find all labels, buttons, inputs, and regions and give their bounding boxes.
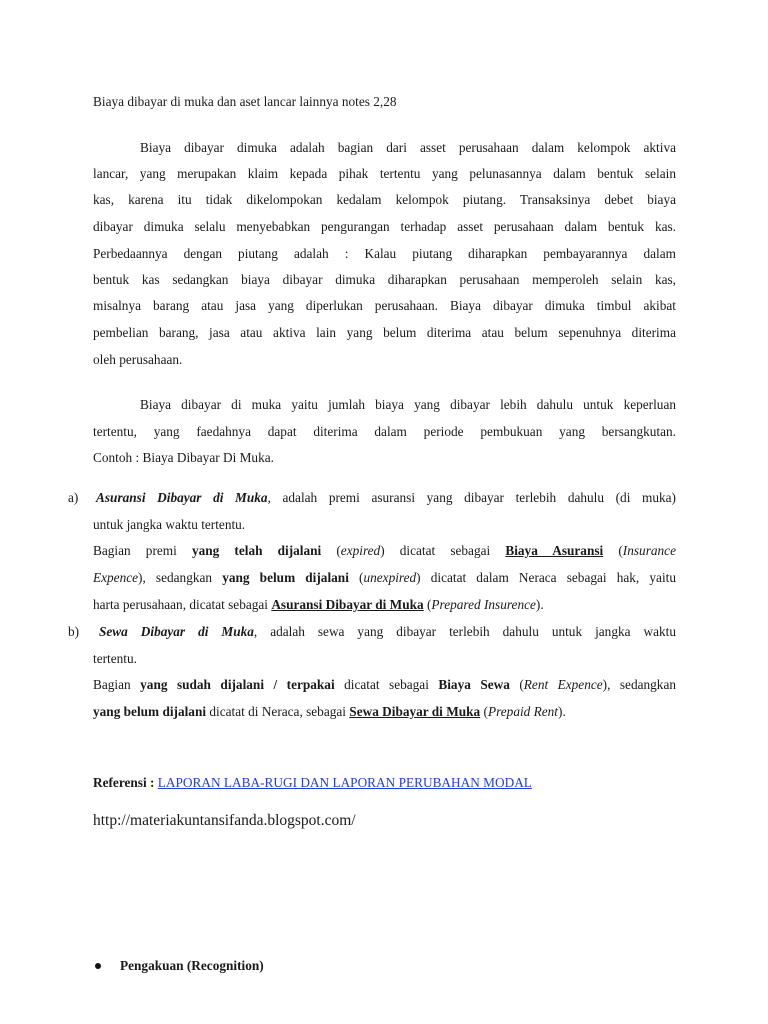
bullet-heading: Pengakuan (Recognition)	[120, 958, 264, 973]
paragraph-line: tertentu, yang faedahnya dapat diterima dalam periode pembukuan yang bersangkutan.	[93, 424, 676, 439]
paragraph-line: Biaya dibayar dimuka adalah bagian dari asset perusahaan dalam kelompok aktiva	[140, 140, 676, 155]
paragraph-line: Biaya dibayar di muka yaitu jumlah biaya yang dibayar lebih dahulu untuk keperluan	[140, 397, 676, 412]
reference-link[interactable]: LAPORAN LABA-RUGI DAN LAPORAN PERUBAHAN MODAL	[157, 775, 532, 790]
paragraph-line: bentuk kas sedangkan biaya dibayar dimuka diharapkan perusahaan memperoleh selain kas,	[93, 272, 676, 287]
list-item-line: tertentu.	[93, 651, 137, 666]
list-item-line: Bagian yang sudah dijalani / terpakai dicatat sebagai Biaya Sewa (Rent Expence), sedangkan	[93, 677, 676, 692]
list-item-line: yang belum dijalani dicatat di Neraca, sebagai Sewa Dibayar di Muka (Prepaid Rent).	[93, 704, 566, 719]
list-marker: b)	[68, 624, 80, 639]
reference-line	[93, 775, 532, 791]
paragraph-line: dibayar dimuka selalu menyebabkan pengurangan terhadap asset perusahaan dalam bentuk kas.	[93, 219, 676, 234]
reference-url: http://materiakuntansifanda.blogspot.com/	[93, 812, 356, 829]
term-sewa: Sewa Dibayar di Muka	[99, 624, 254, 639]
paragraph-line: oleh perusahaan.	[93, 352, 183, 367]
list-item-line: harta perusahaan, dicatat sebagai Asuransi Dibayar di Muka (Prepared Insurence).	[93, 597, 544, 612]
list-item-line: Sewa Dibayar di Muka, adalah sewa yang dibayar terlebih dahulu untuk jangka waktu	[99, 624, 676, 639]
term-asuransi: Asuransi Dibayar di Muka	[96, 490, 268, 505]
paragraph-line: pembelian barang, jasa atau aktiva lain yang belum diterima atau belum sepenuhnya diterima	[93, 325, 676, 340]
reference-label: Referensi :	[93, 775, 155, 790]
list-item-line: Asuransi Dibayar di Muka, adalah premi asuransi yang dibayar terlebih dahulu (di muka)	[96, 490, 676, 505]
paragraph-line: Perbedaannya dengan piutang adalah : Kalau piutang diharapkan pembayarannya dalam	[93, 246, 676, 261]
list-marker: a)	[68, 490, 79, 505]
list-item-line: untuk jangka waktu tertentu.	[93, 517, 246, 532]
list-item-line: Bagian premi yang telah dijalani (expired) dicatat sebagai Biaya Asuransi (Insurance	[93, 543, 676, 558]
paragraph-line: kas, karena itu tidak dikelompokan kedalam kelompok piutang. Transaksinya debet biaya	[93, 192, 676, 207]
paragraph-line: misalnya barang atau jasa yang diperlukan perusahaan. Biaya dibayar dimuka timbul akibat	[93, 298, 676, 313]
list-item-line: Expence), sedangkan yang belum dijalani (unexpired) dicatat dalam Neraca sebagai hak, yaitu	[93, 570, 676, 585]
paragraph-line: Contoh : Biaya Dibayar Di Muka.	[93, 450, 274, 465]
document-title: Biaya dibayar di muka dan aset lancar lainnya notes 2,28	[93, 94, 397, 109]
bullet-icon	[95, 963, 101, 969]
paragraph-line: lancar, yang merupakan klaim kepada pihak tertentu yang pelunasannya dalam bentuk selain	[93, 166, 676, 181]
